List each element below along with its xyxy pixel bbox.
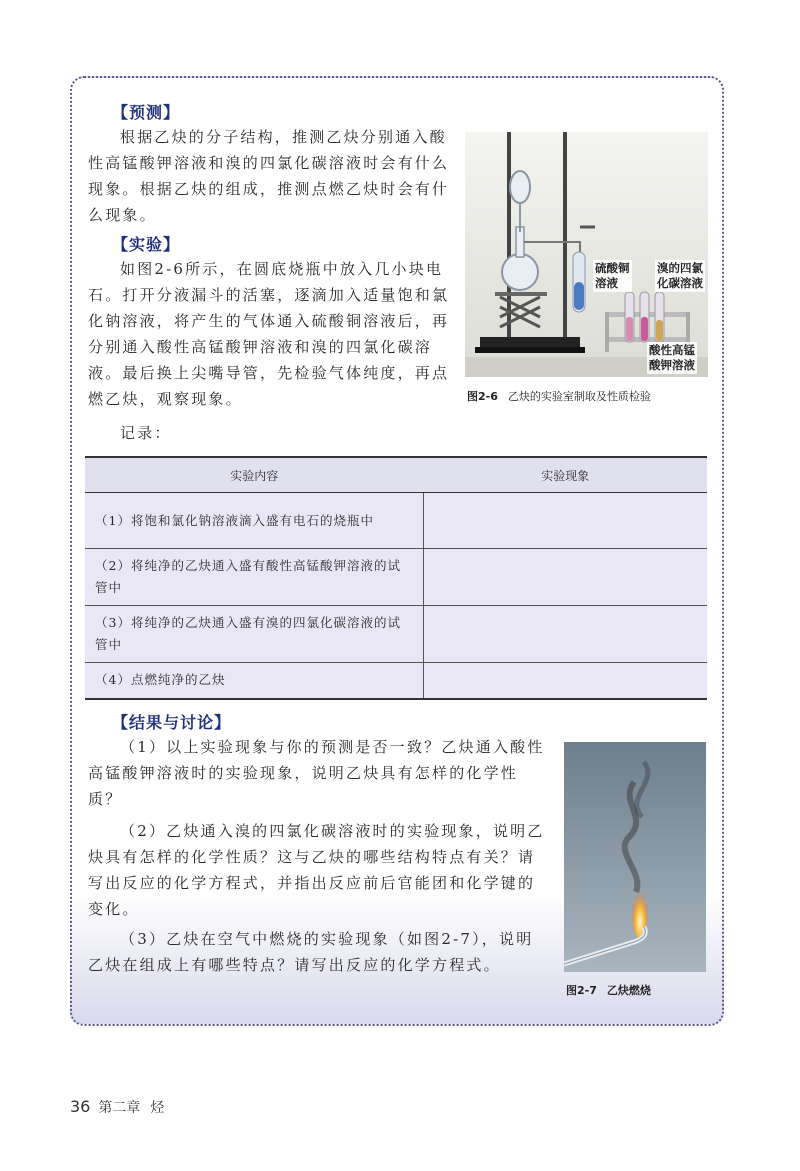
page-footer [70, 1097, 164, 1117]
prediction-heading: 【预测】 [112, 103, 181, 122]
record-label: 记录： [120, 424, 172, 442]
label-cuso4-solution: 硫酸铜 溶液 [595, 261, 630, 290]
experiment-text: 如图2-6所示，在圆底烧瓶中放入几小块电石。打开分液漏斗的活塞，逐滴加入适量饱和氯化钠溶液，将产生的气体通入硫酸铜溶液后，再分别通入酸性高锰酸钾溶液和溴的四氯化碳溶液。最后换上尖嘴导管，先检验气体纯度，再点燃乙炔，观察现象。 [88, 260, 450, 408]
discussion-item-2: （2）乙炔通入溴的四氯化碳溶液时的实验现象，说明乙炔具有怎样的化学性质？这与乙炔的哪些结构特点有关？请写出反应的化学方程式，并指出反应前后官能团和化学键的变化。 [88, 822, 545, 918]
acetylene-flame-photo [564, 742, 706, 972]
figure-2-6-caption-text: 乙炔的实验室制取及性质检验 [507, 390, 651, 403]
figure-2-7-caption-text: 乙炔燃烧 [606, 984, 651, 997]
record-table [85, 456, 707, 700]
figure-2-6-caption [467, 388, 651, 404]
figure-2-6 [465, 132, 708, 377]
row-content: （4）点燃纯净的乙炔 [85, 663, 424, 699]
label-br2-ccl4-solution: 溴的四氯 化碳溶液 [657, 261, 703, 290]
row-phenomenon-blank[interactable] [424, 549, 708, 606]
prediction-text: 根据乙炔的分子结构，推测乙炔分别通入酸性高锰酸钾溶液和溴的四氯化碳溶液时会有什么现象。根据乙炔的组成，推测点燃乙炔时会有什么现象。 [88, 128, 450, 224]
figure-2-6-number: 图2-6 [467, 390, 498, 403]
header-phenomenon: 实验现象 [424, 457, 708, 493]
discussion-item-3: （3）乙炔在空气中燃烧的实验现象（如图2-7），说明乙炔在组成上有哪些特点？请写出反应的化学方程式。 [88, 930, 534, 974]
table-row [85, 549, 707, 606]
lab-apparatus-photo [465, 132, 708, 377]
table-header-row [85, 457, 707, 493]
chapter-title: 烃 [150, 1100, 165, 1116]
row-content: （3）将纯净的乙炔通入盛有溴的四氯化碳溶液的试管中 [85, 606, 424, 663]
table-row [85, 606, 707, 663]
row-content: （2）将纯净的乙炔通入盛有酸性高锰酸钾溶液的试管中 [85, 549, 424, 606]
figure-2-7-number: 图2-7 [566, 984, 597, 997]
experiment-heading: 【实验】 [112, 235, 181, 254]
table-row [85, 493, 707, 549]
page-number: 36 [70, 1097, 91, 1116]
discussion-heading: 【结果与讨论】 [112, 713, 232, 732]
table-row [85, 663, 707, 699]
figure-2-7-caption [566, 982, 661, 998]
header-content: 实验内容 [85, 457, 424, 493]
row-content: （1）将饱和氯化钠溶液滴入盛有电石的烧瓶中 [85, 493, 424, 549]
label-kmno4-solution: 酸性高锰 酸钾溶液 [649, 343, 695, 372]
figure-2-7 [564, 742, 706, 972]
chapter-label: 第二章 [98, 1100, 141, 1116]
row-phenomenon-blank[interactable] [424, 606, 708, 663]
row-phenomenon-blank[interactable] [424, 493, 708, 549]
row-phenomenon-blank[interactable] [424, 663, 708, 699]
discussion-item-1: （1）以上实验现象与你的预测是否一致？乙炔通入酸性高锰酸钾溶液时的实验现象，说明乙炔具有怎样的化学性质？ [88, 738, 545, 808]
